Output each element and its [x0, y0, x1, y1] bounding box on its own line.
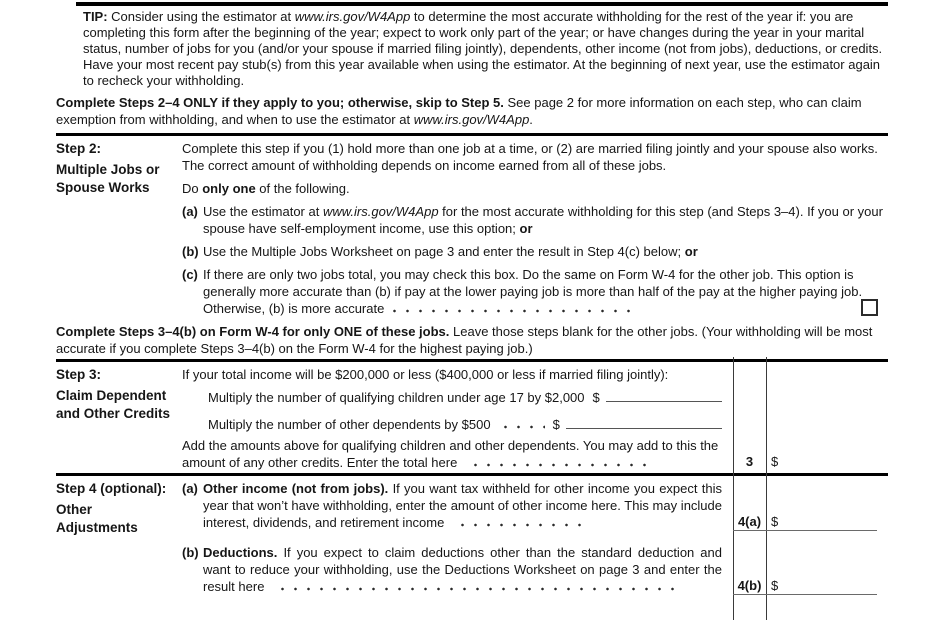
- step3-label: [56, 366, 182, 471]
- item-b-marker: (b): [182, 545, 199, 560]
- step3-income-threshold-row: [182, 366, 888, 383]
- step4-item-a: [182, 480, 722, 531]
- step3-total-row: [182, 437, 888, 471]
- step2-number: Step 2:: [56, 141, 102, 156]
- step2-label: [56, 140, 182, 317]
- step4-item-b-text: Deductions. If you expect to claim deductions other than the standard deduction and want to reduce your withholding, use the Deductions Worksheet on page 3 and enter the result here: [203, 545, 723, 594]
- line-4b-number: 4(b): [737, 578, 762, 593]
- step3-number: Step 3:: [56, 367, 102, 382]
- step2-item-c: [182, 266, 888, 317]
- step3-other-dependents-row: [182, 416, 888, 433]
- step2-title: Multiple Jobs or Spouse Works: [56, 162, 160, 195]
- step3-title: Claim Dependent and Other Credits: [56, 388, 171, 421]
- qualifying-children-text: Multiply the number of qualifying children under age 17 by $2,000: [208, 390, 585, 405]
- steps-3-4b-instructions: Complete Steps 3–4(b) on Form W-4 for only ONE of these jobs. Leave those steps blank for the other jobs. (Your withholding will be most accurate if you complete Steps 3–4(b) on the Form W-4 for the highest paying job.): [56, 324, 873, 356]
- dollar-sign: $: [771, 514, 779, 529]
- tip-paragraph: TIP: Consider using the estimator at www.irs.gov/W4App to determine the most accurate withholding for the rest of the year if: you are completing this form after the beginning of the year; expect to work only part of the year; or have changes during the year in your marital status, number of jobs for you (and/or your spouse if married filing jointly), dependents, other income (not from jobs), deductions, or credits. Have your most recent pay stub(s) from this year available when using the estimator. At the beginning of next year, use the estimator again to recheck your withholding.: [83, 9, 883, 88]
- step4-item-a-text: Other income (not from jobs). If you want tax withheld for other income you expect this year that won’t have withholding, enter the amount of other income here. This may include interest, dividends, and retirement income: [203, 481, 722, 530]
- item-a-marker: (a): [182, 204, 198, 219]
- dollar-sign: $: [552, 417, 560, 432]
- item-b-marker: (b): [182, 244, 199, 259]
- steps-2-4-instructions: Complete Steps 2–4 ONLY if they apply to you; otherwise, skip to Step 5. See page 2 for more information on each step, who can claim exemption from withholding, and when to use the estimator at www.irs.gov/W4App.: [56, 95, 862, 127]
- qualifying-children-amount-field[interactable]: [606, 401, 722, 402]
- step2-body: [182, 140, 888, 317]
- step4-label: [56, 480, 182, 595]
- step3-total-text: Add the amounts above for qualifying children and other dependents. You may add to this the amount of any other credits. Enter the total here: [182, 438, 719, 470]
- item-c-marker: (c): [182, 267, 198, 282]
- step3-qualifying-children-row: [182, 389, 888, 406]
- dot-leader: [388, 302, 634, 313]
- step4-body: [182, 480, 888, 595]
- step4-item-b: [182, 544, 722, 595]
- step2-do-only-one-text: Do only one of the following.: [182, 181, 350, 196]
- top-divider: [76, 2, 888, 6]
- dot-leader: [469, 456, 649, 467]
- step2-item-b-text: Use the Multiple Jobs Worksheet on page 3 and enter the result in Step 4(c) below; or: [203, 244, 698, 259]
- step2-section: [56, 136, 888, 317]
- dollar-sign: $: [771, 578, 779, 593]
- line-3-number: 3: [745, 454, 754, 469]
- other-dependents-amount-field[interactable]: [566, 428, 722, 429]
- dot-leader: [499, 418, 545, 429]
- step2-intro-text: Complete this step if you (1) hold more than one job at a time, or (2) are married filing jointly and your spouse also works. The correct amount of withholding depends on income earned from all of these jobs.: [182, 141, 878, 173]
- step2-item-b: [182, 243, 888, 260]
- line-4a-amount-underline: [733, 530, 877, 531]
- step4-title: Other Adjustments: [56, 502, 138, 535]
- step4b-deductions-row: [182, 544, 888, 595]
- step3-section: [56, 362, 888, 471]
- step2-item-a-text: Use the estimator at www.irs.gov/W4App for the most accurate withholding for this step (and Steps 3–4). If you or your spouse have self-employment income, use this option; or: [203, 204, 883, 236]
- step3-body: [182, 366, 888, 471]
- step4a-other-income-row: [182, 480, 888, 531]
- step3-intro-text: If your total income will be $200,000 or less ($400,000 or less if married filing jointly):: [182, 367, 669, 382]
- steps-3-4-table: [56, 357, 888, 620]
- line-4a-number: 4(a): [737, 514, 762, 529]
- dot-leader: [456, 516, 586, 527]
- item-a-marker: (a): [182, 481, 198, 496]
- step2-item-c-text: If there are only two jobs total, you may check this box. Do the same on Form W-4 for the other job. This option is generally more accurate than (b) if pay at the lower paying job is more than half of the pay at the higher paying job. Otherwise, (b) is more accurate: [203, 267, 863, 316]
- other-dependents-text: Multiply the number of other dependents by $500: [208, 417, 491, 432]
- dot-leader: [276, 580, 676, 591]
- line-4b-amount-underline: [733, 594, 877, 595]
- step4-number: Step 4 (optional):: [56, 481, 167, 496]
- step4-section: [56, 476, 888, 595]
- step2c-two-jobs-checkbox[interactable]: [861, 299, 878, 316]
- dollar-sign: $: [771, 454, 779, 469]
- step2-item-a: [182, 203, 888, 237]
- dollar-sign: $: [592, 390, 600, 405]
